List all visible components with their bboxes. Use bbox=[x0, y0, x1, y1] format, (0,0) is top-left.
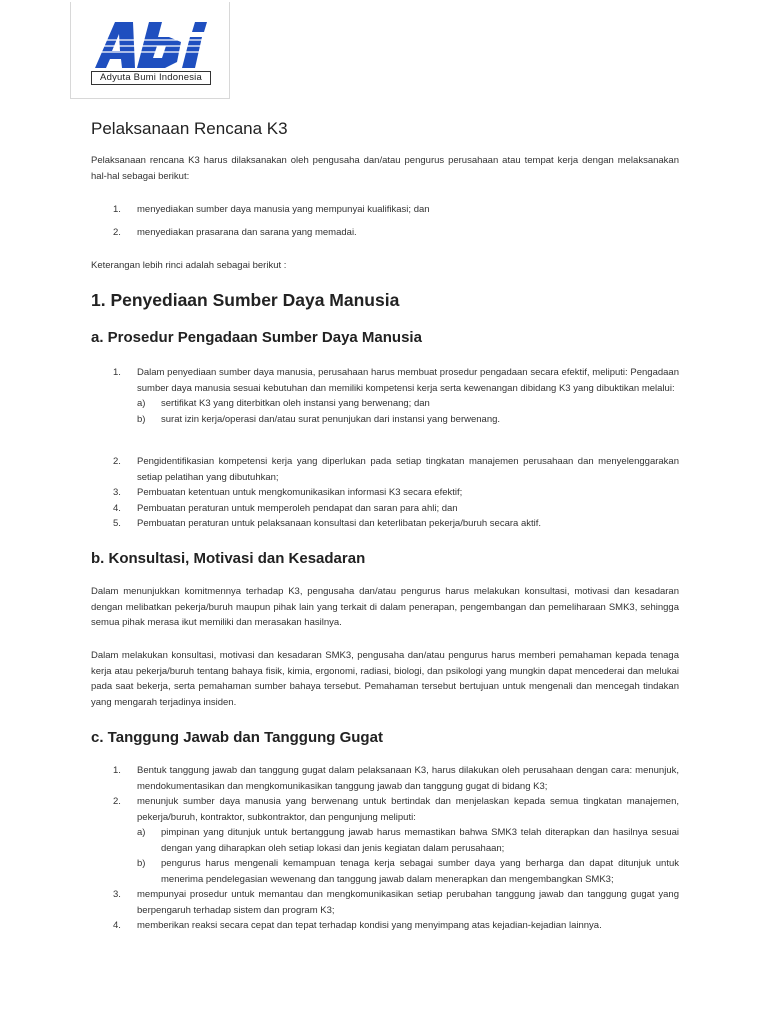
subsection-heading-c: c. Tanggung Jawab dan Tanggung Gugat bbox=[91, 729, 383, 746]
list-item: 2. menyediakan prasarana dan sarana yang memadai. bbox=[113, 226, 357, 238]
keterangan-text: Keterangan lebih rinci adalah sebagai berikut : bbox=[91, 260, 287, 271]
list-item: 4. Pembuatan peraturan untuk memperoleh pendapat dan saran para ahli; dan bbox=[113, 502, 458, 514]
section-heading-1: 1. Penyediaan Sumber Daya Manusia bbox=[91, 290, 400, 310]
consultation-paragraph-1: Dalam menunjukkan komitmennya terhadap K3, pengusaha dan/atau pengurus harus melakukan konsultasi, motivasi dan kesadaran dengan melibatkan pekerja/buruh maupun pihak lain yang terkait di dalam penerapan, pengembangan dan pemeliharaan SMK3, sehingga semua pihak merasa ikut memiliki dan merasakan hasilnya. bbox=[91, 586, 679, 628]
procedure-list bbox=[113, 365, 679, 427]
sub-list-item: a) sertifikat K3 yang diterbitkan oleh instansi yang berwenang; dan bbox=[137, 398, 430, 409]
list-item: 2. menunjuk sumber daya manusia yang berwenang untuk bertindak dan menjelaskan kepada semua tingkatan manajemen, pekerja/buruh, kontraktor, subkontraktor, dan pengunjung meliputi: bbox=[113, 796, 679, 823]
intro-list bbox=[113, 202, 679, 240]
list-item: 4. memberikan reaksi secara cepat dan tepat terhadap kondisi yang menyimpang atas kejadian-kejadian lainnya. bbox=[113, 920, 602, 931]
list-item: 3. Pembuatan ketentuan untuk mengkomunikasikan informasi K3 secara efektif; bbox=[113, 487, 463, 498]
list-item: 1. Dalam penyediaan sumber daya manusia, perusahaan harus membuat prosedur pengadaan secara efektif, meliputi: Pengadaan sumber daya manusia sesuai kebutuhan dan memiliki kompetensi kerja serta kewenangan dibidang K3 yang dibuktikan melalui: bbox=[113, 367, 679, 394]
sub-list-item: b) pengurus harus mengenali kemampuan tenaga kerja sebagai sumber daya yang berharga dan dapat ditunjuk untuk menerima pendelegasian wewenang dan tanggung jawab dalam menerapkan dan mengembangkan SMK3; bbox=[137, 858, 679, 885]
responsibility-list bbox=[113, 763, 679, 934]
list-item: 3. mempunyai prosedur untuk memantau dan mengkomunikasikan setiap perubahan tanggung jawab dan tanggung gugat yang berpengaruh terhadap sistem dan program K3; bbox=[113, 889, 679, 916]
intro-paragraph: Pelaksanaan rencana K3 harus dilaksanakan oleh pengusaha dan/atau pengurus perusahaan atau tempat kerja dengan melaksanakan hal-hal sebagai berikut: bbox=[91, 155, 679, 182]
sub-list bbox=[113, 825, 679, 887]
sub-list bbox=[113, 396, 679, 427]
list-item: 1. Bentuk tanggung jawab dan tanggung gugat dalam pelaksanaan K3, harus dilakukan oleh perusahaan dengan cara: menunjuk, mendokumentasikan dan mengkomunikasikan tanggung jawab dan tanggung gugat di bidang K3; bbox=[113, 765, 679, 792]
page-title: Pelaksanaan Rencana K3 bbox=[91, 119, 288, 138]
consultation-paragraph-2: Dalam melakukan konsultasi, motivasi dan kesadaran SMK3, pengusaha dan/atau pengurus harus memberi pemahaman kepada tenaga kerja atau pekerja/buruh tentang bahaya fisik, kimia, ergonomi, radiasi, biologi, dan psikologi yang mungkin dapat mencederai dan melukai pada saat bekerja, serta pemahaman sumber bahaya tersebut. Pemahaman tersebut bertujuan untuk mengenali dan mencegah tindakan yang mengarah terjadinya insiden. bbox=[91, 650, 679, 708]
list-item: 5. Pembuatan peraturan untuk pelaksanaan konsultasi dan keterlibatan pekerja/buruh secara aktif. bbox=[113, 518, 542, 529]
sub-list-item: a) pimpinan yang ditunjuk untuk bertanggung jawab harus memastikan bahwa SMK3 telah diterapkan dan hasilnya sesuai dengan yang diharapkan oleh setiap lokasi dan jenis kegiatan dalam perusahaan; bbox=[137, 827, 679, 854]
logo-subtitle: Adyuta Bumi Indonesia bbox=[91, 71, 211, 85]
subsection-heading-b: b. Konsultasi, Motivasi dan Kesadaran bbox=[91, 550, 366, 567]
list-item: 2. Pengidentifikasian kompetensi kerja yang diperlukan pada setiap tingkatan manajemen perusahaan dan menyelenggarakan setiap pelatihan yang dibutuhkan; bbox=[113, 456, 679, 483]
procedure-list-continued bbox=[113, 454, 679, 532]
abi-logo-icon bbox=[89, 18, 209, 70]
sub-list-item: b) surat izin kerja/operasi dan/atau surat penunjukan dari instansi yang berwenang. bbox=[137, 413, 501, 425]
subsection-heading-a: a. Prosedur Pengadaan Sumber Daya Manusia bbox=[91, 329, 422, 346]
company-logo bbox=[70, 2, 230, 99]
list-item: 1. menyediakan sumber daya manusia yang mempunyai kualifikasi; dan bbox=[113, 204, 430, 215]
